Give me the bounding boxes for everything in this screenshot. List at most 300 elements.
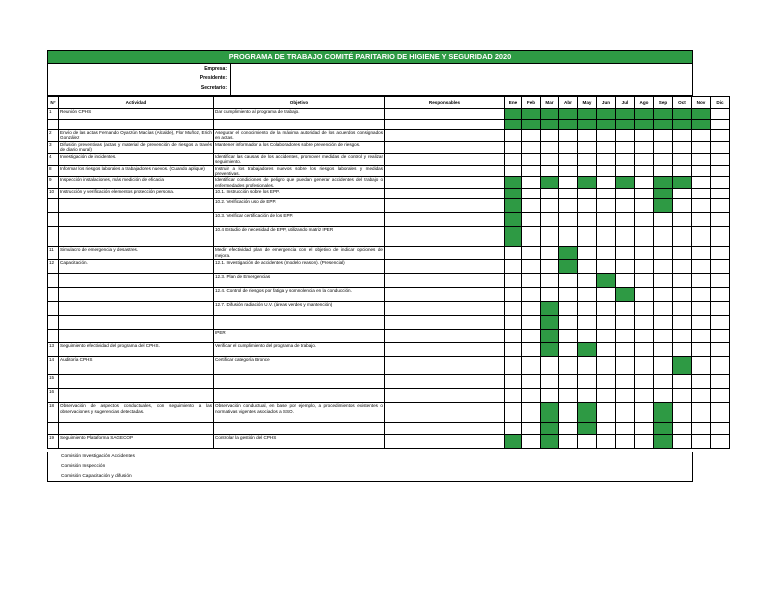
month-cell	[711, 189, 730, 199]
row-number: 14	[48, 357, 59, 375]
month-cell	[505, 357, 522, 375]
month-cell	[673, 153, 692, 165]
month-cell	[692, 227, 711, 247]
month-cell	[559, 199, 578, 213]
row-number: 10	[48, 189, 59, 199]
month-cell	[692, 423, 711, 435]
row-number: 12	[48, 260, 59, 274]
month-cell	[616, 435, 635, 449]
month-cell	[541, 302, 559, 316]
month-cell	[578, 274, 597, 288]
month-cell	[692, 120, 711, 130]
month-cell	[635, 177, 654, 189]
row-number: 18	[48, 403, 59, 423]
month-cell	[711, 274, 730, 288]
month-cell	[559, 247, 578, 260]
month-cell	[541, 375, 559, 389]
activity-cell	[59, 213, 214, 227]
month-cell	[616, 343, 635, 357]
month-cell	[692, 247, 711, 260]
month-cell	[505, 165, 522, 177]
month-cell	[522, 213, 541, 227]
objective-cell: Identificar condiciones de peligro que puedan generar accidentes del trabajo o enfermedades profesionales.	[215, 177, 383, 188]
month-cell	[616, 330, 635, 343]
month-cell	[505, 389, 522, 403]
objective-cell	[214, 375, 385, 389]
month-cell	[673, 199, 692, 213]
month-cell	[616, 142, 635, 154]
table-row	[48, 260, 730, 274]
month-cell	[673, 403, 692, 423]
month-cell	[541, 330, 559, 343]
month-cell	[541, 213, 559, 227]
month-cell	[654, 227, 673, 247]
month-cell	[616, 213, 635, 227]
objective-cell: Instruir a los trabajadores nuevos sobre los riesgos laborales y medidas preventivas.	[215, 165, 383, 177]
month-cell	[578, 389, 597, 403]
page-title: PROGRAMA DE TRABAJO COMITÉ PARITARIO DE HIGIENE Y SEGURIDAD 2020	[47, 50, 693, 64]
responsables-cell	[385, 330, 505, 343]
month-cell	[559, 389, 578, 403]
month-cell	[673, 316, 692, 330]
month-cell	[541, 142, 559, 154]
month-cell	[635, 142, 654, 154]
month-cell	[505, 227, 522, 247]
responsables-cell	[385, 260, 505, 274]
objective-cell	[214, 120, 385, 130]
month-cell	[578, 260, 597, 274]
month-cell	[522, 435, 541, 449]
month-cell	[522, 165, 541, 177]
month-cell	[711, 423, 730, 435]
objective-cell	[214, 423, 385, 435]
table-row	[48, 153, 730, 165]
month-cell	[559, 330, 578, 343]
responsables-cell	[385, 288, 505, 302]
table-row	[48, 330, 730, 343]
month-cell	[654, 357, 673, 375]
table-row	[48, 213, 730, 227]
month-cell	[522, 130, 541, 142]
month-cell	[597, 357, 616, 375]
month-cell	[692, 288, 711, 302]
activity-cell	[59, 199, 214, 213]
month-cell	[635, 153, 654, 165]
meta-block	[47, 64, 693, 96]
month-cell	[635, 247, 654, 260]
month-cell	[692, 435, 711, 449]
month-cell	[616, 177, 635, 189]
month-cell	[692, 357, 711, 375]
month-cell	[522, 316, 541, 330]
month-cell	[559, 435, 578, 449]
table-row	[48, 357, 730, 375]
month-cell	[505, 403, 522, 423]
month-cell	[654, 389, 673, 403]
month-cell	[711, 389, 730, 403]
month-cell	[597, 403, 616, 423]
month-cell	[578, 316, 597, 330]
objective-cell: 12.7. Difusión radiación U.V. (áreas verdes y mantención)	[214, 302, 385, 316]
month-cell	[673, 260, 692, 274]
table-row	[48, 109, 730, 120]
month-cell	[597, 213, 616, 227]
activity-cell: Seguimiento efectividad del programa del CPHS.	[59, 343, 214, 357]
month-cell	[711, 227, 730, 247]
table-row	[48, 389, 730, 403]
month-cell	[597, 109, 616, 120]
month-cell	[692, 165, 711, 177]
month-cell	[559, 153, 578, 165]
responsables-cell	[385, 213, 505, 227]
table-row	[48, 375, 730, 389]
month-cell	[673, 109, 692, 120]
month-cell	[578, 213, 597, 227]
objective-cell: Medir efectividad plan de emergencia con el objetivo de indicar opciones de mejora.	[214, 247, 385, 260]
month-cell	[522, 120, 541, 130]
month-cell	[616, 260, 635, 274]
month-cell	[673, 330, 692, 343]
month-cell	[522, 403, 541, 423]
month-header: Jun	[597, 97, 616, 109]
month-cell	[505, 302, 522, 316]
table-row	[48, 120, 730, 130]
month-cell	[578, 423, 597, 435]
commission-item: Comisión Investigación Accidentes	[61, 454, 135, 459]
responsables-cell	[385, 375, 505, 389]
month-cell	[559, 227, 578, 247]
month-cell	[692, 330, 711, 343]
month-cell	[559, 302, 578, 316]
month-cell	[522, 375, 541, 389]
table-row	[48, 227, 730, 247]
responsables-cell	[385, 357, 505, 375]
month-cell	[541, 343, 559, 357]
num-header: N°	[48, 97, 59, 109]
month-cell	[578, 165, 597, 177]
month-cell	[635, 130, 654, 142]
month-cell	[654, 109, 673, 120]
month-cell	[711, 177, 730, 189]
month-cell	[559, 288, 578, 302]
month-cell	[597, 199, 616, 213]
month-cell	[559, 316, 578, 330]
responsables-cell	[385, 177, 505, 189]
activity-cell: Inspección instalaciones, más medición de eficacia	[59, 177, 214, 189]
month-cell	[559, 375, 578, 389]
month-cell	[616, 316, 635, 330]
month-cell	[673, 423, 692, 435]
responsables-cell	[385, 247, 505, 260]
month-cell	[597, 423, 616, 435]
month-cell	[578, 330, 597, 343]
month-cell	[578, 153, 597, 165]
month-cell	[522, 199, 541, 213]
month-cell	[559, 274, 578, 288]
month-cell	[711, 213, 730, 227]
responsables-cell	[385, 120, 505, 130]
month-cell	[673, 177, 692, 189]
row-number	[48, 316, 59, 330]
month-cell	[597, 260, 616, 274]
month-cell	[597, 389, 616, 403]
month-cell	[654, 153, 673, 165]
month-cell	[616, 227, 635, 247]
month-cell	[559, 109, 578, 120]
month-cell	[635, 357, 654, 375]
month-cell	[578, 247, 597, 260]
month-cell	[673, 343, 692, 357]
month-cell	[635, 260, 654, 274]
responsables-cell	[385, 130, 505, 142]
month-cell	[578, 177, 597, 189]
month-cell	[597, 343, 616, 357]
responsables-cell	[385, 343, 505, 357]
month-cell	[578, 435, 597, 449]
month-cell	[522, 343, 541, 357]
month-cell	[578, 189, 597, 199]
month-header: Mar	[541, 97, 559, 109]
responsables-cell	[385, 109, 505, 120]
table-row	[48, 302, 730, 316]
month-cell	[635, 165, 654, 177]
responsables-cell	[385, 302, 505, 316]
activity-cell: Simulacro de emergencia y desastres.	[59, 247, 214, 260]
month-cell	[692, 213, 711, 227]
month-cell	[505, 177, 522, 189]
row-number	[48, 274, 59, 288]
month-cell	[522, 227, 541, 247]
month-cell	[616, 403, 635, 423]
month-cell	[692, 177, 711, 189]
month-cell	[692, 199, 711, 213]
objetivo-header: Objetivo	[214, 97, 385, 109]
month-header: Ago	[635, 97, 654, 109]
month-cell	[711, 109, 730, 120]
objective-cell: 10.3. Verificar certificación de los EPP.	[214, 213, 385, 227]
activity-cell: Capacitación.	[59, 260, 214, 274]
month-cell	[654, 247, 673, 260]
month-cell	[559, 343, 578, 357]
month-cell	[541, 227, 559, 247]
month-cell	[635, 330, 654, 343]
row-number	[48, 302, 59, 316]
month-cell	[522, 189, 541, 199]
month-cell	[559, 357, 578, 375]
month-cell	[522, 177, 541, 189]
month-cell	[541, 435, 559, 449]
month-cell	[597, 375, 616, 389]
month-cell	[578, 120, 597, 130]
month-cell	[692, 109, 711, 120]
month-cell	[616, 130, 635, 142]
month-cell	[541, 247, 559, 260]
month-cell	[616, 189, 635, 199]
month-cell	[597, 316, 616, 330]
month-cell	[541, 260, 559, 274]
month-cell	[522, 274, 541, 288]
month-cell	[692, 403, 711, 423]
month-cell	[673, 435, 692, 449]
empresa-label: Empresa:	[204, 66, 227, 72]
month-cell	[711, 375, 730, 389]
month-cell	[505, 153, 522, 165]
month-cell	[692, 274, 711, 288]
month-cell	[654, 177, 673, 189]
month-cell	[559, 120, 578, 130]
month-cell	[541, 316, 559, 330]
month-cell	[654, 403, 673, 423]
row-number: 11	[48, 247, 59, 260]
activity-cell: Observación de aspectos conductuales, con seguimiento a las observaciones y sugerencias detectadas.	[59, 403, 214, 423]
month-cell	[654, 120, 673, 130]
month-cell	[616, 153, 635, 165]
table-row	[48, 435, 730, 449]
month-cell	[692, 375, 711, 389]
table-row	[48, 403, 730, 423]
commissions-footer	[47, 452, 693, 482]
month-cell	[635, 316, 654, 330]
month-cell	[522, 247, 541, 260]
month-cell	[673, 247, 692, 260]
month-cell	[578, 302, 597, 316]
month-cell	[597, 274, 616, 288]
month-cell	[578, 227, 597, 247]
objective-cell: Asegurar el conocimiento de la máxima autoridad de los acuerdos consignados en actas.	[215, 130, 383, 141]
row-number: 3	[48, 142, 59, 154]
month-cell	[505, 130, 522, 142]
month-cell	[578, 142, 597, 154]
month-cell	[541, 153, 559, 165]
month-cell	[673, 130, 692, 142]
month-header: Dic	[711, 97, 730, 109]
month-cell	[505, 120, 522, 130]
month-cell	[673, 213, 692, 227]
month-cell	[616, 375, 635, 389]
month-cell	[616, 120, 635, 130]
month-cell	[522, 302, 541, 316]
month-cell	[597, 435, 616, 449]
responsables-cell	[385, 316, 505, 330]
month-cell	[673, 375, 692, 389]
row-number	[48, 213, 59, 227]
month-cell	[673, 389, 692, 403]
activity-cell	[59, 375, 214, 389]
month-cell	[635, 423, 654, 435]
month-cell	[673, 357, 692, 375]
row-number: 4	[48, 153, 59, 165]
month-cell	[541, 357, 559, 375]
month-cell	[578, 109, 597, 120]
month-cell	[541, 177, 559, 189]
month-cell	[635, 435, 654, 449]
responsables-cell	[385, 403, 505, 423]
objective-cell: 12.3. Plan de Emergencias	[214, 274, 385, 288]
responsables-cell	[385, 189, 505, 199]
month-cell	[578, 357, 597, 375]
month-cell	[635, 213, 654, 227]
month-cell	[635, 288, 654, 302]
month-cell	[635, 343, 654, 357]
month-cell	[635, 389, 654, 403]
row-number: 2	[48, 130, 59, 142]
month-cell	[654, 288, 673, 302]
month-cell	[711, 357, 730, 375]
month-cell	[692, 153, 711, 165]
month-cell	[559, 177, 578, 189]
month-cell	[541, 130, 559, 142]
objective-cell: Identificar las causas de los accidentes, promover medidas de control y realizar seguimiento.	[215, 153, 383, 165]
month-cell	[654, 260, 673, 274]
month-cell	[505, 109, 522, 120]
objective-cell	[214, 389, 385, 403]
month-cell	[522, 260, 541, 274]
month-cell	[597, 288, 616, 302]
month-cell	[597, 177, 616, 189]
month-cell	[505, 142, 522, 154]
table-row	[48, 247, 730, 260]
month-cell	[597, 302, 616, 316]
month-cell	[505, 423, 522, 435]
table-row	[48, 288, 730, 302]
month-cell	[522, 423, 541, 435]
month-header: May	[578, 97, 597, 109]
month-cell	[541, 423, 559, 435]
month-cell	[597, 142, 616, 154]
month-cell	[522, 153, 541, 165]
month-cell	[711, 153, 730, 165]
activity-cell	[59, 330, 214, 343]
row-number: 13	[48, 343, 59, 357]
row-number: 8	[48, 165, 59, 177]
activity-cell: Envío de las actas Fernando Oyarzún Macías (Alcalde), Flor Muñoz, Erich González	[60, 130, 212, 141]
month-cell	[654, 330, 673, 343]
month-cell	[654, 423, 673, 435]
month-cell	[654, 302, 673, 316]
activity-cell: Instrucción y verificación elementos protección persona.	[59, 189, 214, 199]
presidente-label: Presidente:	[199, 75, 227, 81]
month-cell	[616, 109, 635, 120]
month-cell	[505, 375, 522, 389]
month-header: Abr	[559, 97, 578, 109]
month-cell	[541, 189, 559, 199]
month-cell	[597, 120, 616, 130]
responsables-cell	[385, 274, 505, 288]
activity-cell: Investigación de incidentes.	[59, 153, 214, 165]
month-cell	[635, 120, 654, 130]
month-cell	[541, 288, 559, 302]
month-cell	[692, 302, 711, 316]
month-cell	[505, 189, 522, 199]
month-cell	[522, 330, 541, 343]
activity-cell	[59, 288, 214, 302]
month-cell	[711, 130, 730, 142]
month-cell	[616, 423, 635, 435]
objective-cell: Verificar el cumplimiento del programa de trabajo.	[214, 343, 385, 357]
month-header: Ene	[505, 97, 522, 109]
month-cell	[522, 389, 541, 403]
program-table	[47, 96, 730, 449]
month-cell	[541, 199, 559, 213]
responsables-cell	[385, 227, 505, 247]
month-cell	[711, 316, 730, 330]
objective-cell: Observación conductual, en base por ejemplo, a procedimientos existentes o normativas vigentes asociados a SSO.	[214, 403, 385, 423]
month-cell	[597, 153, 616, 165]
objective-cell	[214, 316, 385, 330]
month-cell	[692, 189, 711, 199]
responsables-header: Responsables	[385, 97, 505, 109]
month-cell	[654, 375, 673, 389]
